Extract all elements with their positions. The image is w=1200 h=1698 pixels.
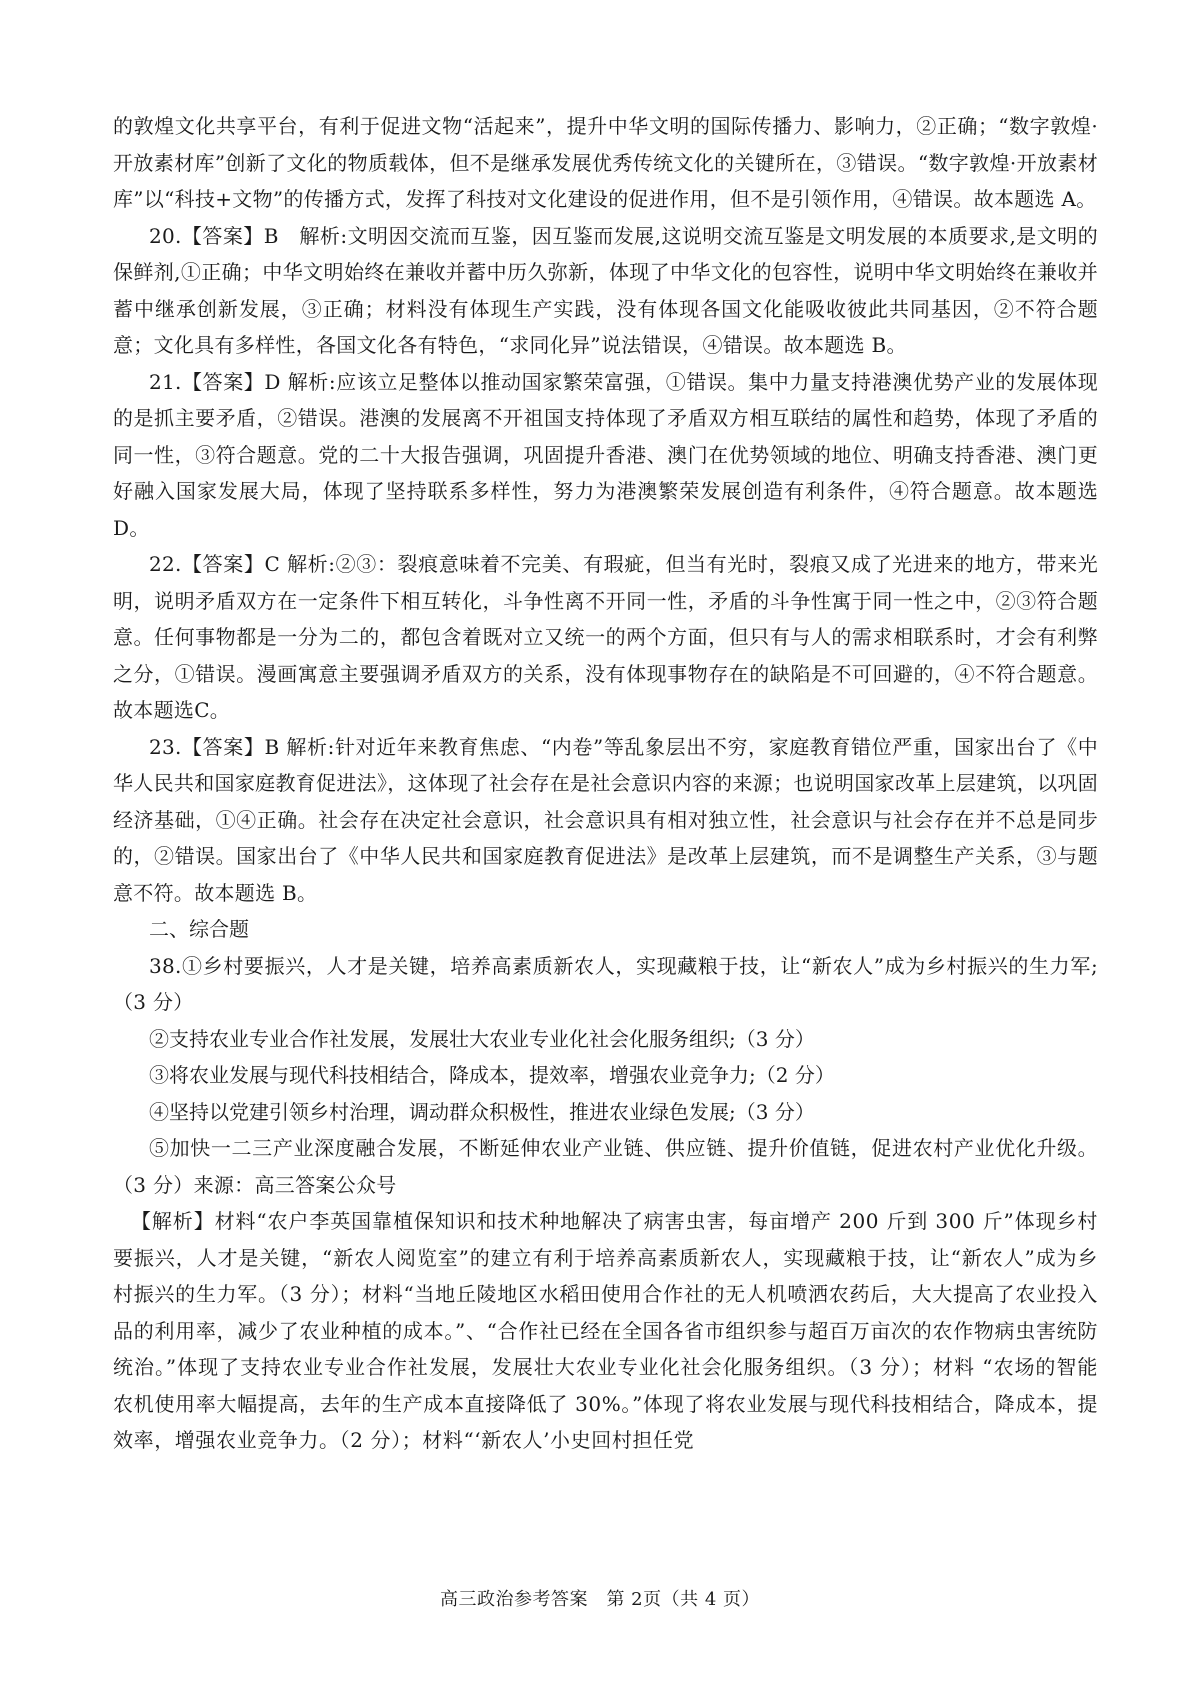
answer-number: 21. — [149, 369, 182, 394]
answer-23 — [113, 729, 1098, 912]
q38-first-point: 38.①乡村要振兴，人才是关键，培养高素质新农人，实现藏粮于技，让“新农人”成为乡村振兴的生力军;（3 分） — [113, 953, 1098, 1014]
q38-point: ④坚持以党建引领乡村治理，调动群众积极性，推进农业绿色发展;（3 分） — [149, 1099, 815, 1124]
answer-20 — [113, 218, 1098, 364]
answer-number: 22. — [149, 552, 182, 576]
answer-text: 解析:应该立足整体以推动国家繁荣富强，①错误。集中力量支持港澳优势产业的发展体现的是抓主要矛盾，②错误。港澳的发展离不开祖国支持体现了矛盾双方相互联结的属性和趋势，体现了矛盾的同一性，③符合题意。党的二十大报告强调，巩固提升香港、澳门在优势领域的地位、明确支持香港、澳门更好融入国家发展大局，体现了坚持联系多样性，努力为港澳繁荣发展创造有利条件，④符合题意。故本题选 D。 — [113, 369, 1098, 540]
q38-point: ③将农业发展与现代科技相结合，降成本，提效率，增强农业竞争力;（2 分） — [149, 1063, 835, 1087]
q38-point: ②支持农业专业合作社发展，发展壮大农业专业化社会化服务组织;（3 分） — [149, 1026, 815, 1051]
document-page — [113, 108, 1098, 1459]
section-title: 二、综合题 — [149, 917, 249, 941]
answer-tag: 【答案】 — [181, 223, 264, 248]
answer-number: 20. — [149, 223, 182, 248]
answer-choice: D — [264, 369, 281, 394]
page-footer: 高三政治参考答案 第 2页（共 4 页） — [439, 1589, 761, 1610]
answer-choice: C — [264, 552, 281, 576]
answer-choice: B — [264, 734, 280, 759]
answer-tag: 【答案】 — [181, 734, 265, 759]
answer-tag: 【答案】 — [181, 552, 265, 576]
intro-paragraph: 的敦煌文化共享平台，有利于促进文物“活起来”，提升中华文明的国际传播力、影响力，②正确；“数字敦煌·开放素材库”创新了文化的物质载体，但不是继承发展优秀传统文化的关键所在，③错误。“数字敦煌·开放素材库”以“科技+文物”的传播方式，发挥了科技对文化建设的促进作用，但不是引领作用，④错误。故本题选 A。 — [113, 114, 1098, 211]
answer-text: 解析:②③：裂痕意味着不完美、有瑕疵，但当有光时，裂痕又成了光进来的地方，带来光明，说明矛盾双方在一定条件下相互转化，斗争性离不开同一性，矛盾的斗争性寓于同一性之中，②③符合题意。任何事物都是一分为二的，都包含着既对立又统一的两个方面，但只有与人的需求相联系时，才会有利弊之分，①错误。漫画寓意主要强调矛盾双方的关系，没有体现事物存在的缺陷是不可回避的，④不符合题意。故本题选C。 — [113, 552, 1098, 722]
answer-number: 23. — [149, 734, 182, 759]
analysis-paragraph: 【解析】材料“农户李英国靠植保知识和技术种地解决了病害虫害，每亩增产 200 斤到 300 斤”体现乡村要振兴，人才是关键，“新农人阅览室”的建立有利于培养高素质新农人，实现藏粮于技，让“新农人”成为乡村振兴的生力军。（3 分）；材料“当地丘陵地区水稻田使用合作社的无人机喷洒农药后，大大提高了农业投入品的利用率，减少了农业种植的成本。”、“合作社已经在全国各省市组织参与超百万亩次的农作物病虫害统防统治。”体现了支持农业专业合作社发展，发展壮大农业专业化社会化服务组织。（3 分）；材料 “农场的智能农机使用率大幅提高，去年的生产成本直接降低了 30%。”体现了将农业发展与现代科技相结合，降成本，提效率，增强农业竞争力。（2 分）；材料“‘新农人’小史回村担任党 — [113, 1209, 1098, 1452]
q38-point: ⑤加快一二三产业深度融合发展，不断延伸农业产业链、供应链、提升价值链，促进农村产业优化升级。（3 分）来源：高三答案公众号 — [113, 1136, 1098, 1197]
answer-22 — [113, 546, 1098, 729]
answer-tag: 【答案】 — [181, 369, 265, 394]
answer-choice: B — [263, 223, 279, 248]
answer-21 — [113, 364, 1098, 547]
answer-text: 解析:针对近年来教育焦虑、“内卷”等乱象层出不穷，家庭教育错位严重，国家出台了《中华人民共和国家庭教育促进法》，这体现了社会存在是社会意识内容的来源；也说明国家改革上层建筑，以巩固经济基础，①④正确。社会存在决定社会意识，社会意识具有相对独立性，社会意识与社会存在并不总是同步的，②错误。国家出台了《中华人民共和国家庭教育促进法》是改革上层建筑，而不是调整生产关系，③与题意不符。故本题选 B。 — [113, 734, 1098, 905]
answer-text: 解析:文明因交流而互鉴，因互鉴而发展,这说明交流互鉴是文明发展的本质要求,是文明的保鲜剂,①正确；中华文明始终在兼收并蓄中历久弥新，体现了中华文化的包容性，说明中华文明始终在兼收并蓄中继承创新发展，③正确；材料没有体现生产实践，没有体现各国文化能吸收彼此共同基因，②不符合题意；文化具有多样性，各国文化各有特色，“求同化异”说法错误，④错误。故本题选 B。 — [113, 223, 1098, 357]
